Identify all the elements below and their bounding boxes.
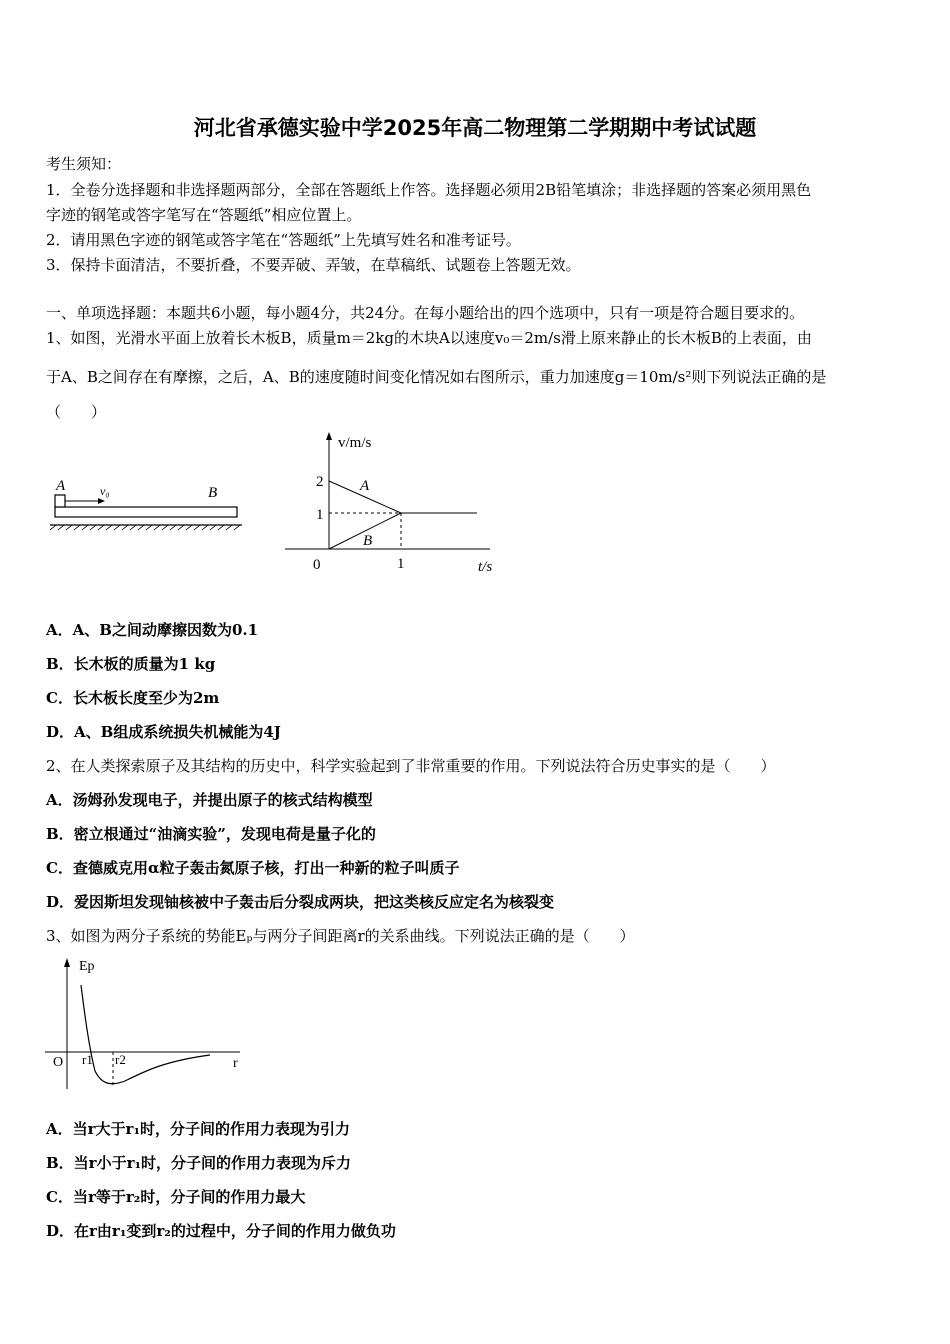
- q2-option-c: C．查德威克用α粒子轰击氮原子核，打出一种新的粒子叫质子: [46, 859, 460, 877]
- q1-fig-label-b: B: [208, 485, 218, 501]
- q1-board-figure: [50, 475, 250, 530]
- section-heading: 一、单项选择题：本题共6小题，每小题4分，共24分。在每小题给出的四个选项中，只有一项是符合题目要求的。: [46, 304, 805, 322]
- q3-graph-xlabel: r: [233, 1056, 238, 1071]
- q3-stem: 3、如图为两分子系统的势能Eₚ与两分子间距离r的关系曲线。下列说法正确的是（ ）: [46, 927, 635, 945]
- q1-option-c: C．长木板长度至少为2m: [46, 689, 220, 707]
- q3-graph-r2: r2: [115, 1052, 126, 1067]
- board-b: [55, 507, 237, 517]
- q3-ep-graph: [45, 955, 250, 1093]
- q1-graph-xlabel: t/s: [478, 559, 493, 575]
- q1-graph-xtick-1: 1: [397, 556, 405, 572]
- q1-stem-line1: 1、如图，光滑水平面上放着长木板B，质量m＝2kg的木块A以速度v₀＝2m/s滑上原来静止的长木板B的上表面，由: [46, 329, 812, 347]
- q1-vt-graph: [285, 430, 515, 580]
- q3-graph-origin: O: [53, 1055, 64, 1070]
- q1-graph-label-b: B: [363, 533, 373, 549]
- q2-stem: 2、在人类探索原子及其结构的历史中，科学实验起到了非常重要的作用。下列说法符合历史事实的是（ ）: [46, 757, 776, 775]
- q3-graph-r1: r1: [82, 1052, 93, 1067]
- q3-option-b: B．当r小于r₁时，分子间的作用力表现为斥力: [46, 1154, 352, 1172]
- notice-item-1-cont: 字迹的钢笔或答字笔写在“答题纸”相应位置上。: [46, 206, 362, 224]
- q2-option-b: B．密立根通过“油滴实验”，发现电荷是量子化的: [46, 825, 376, 843]
- q3-option-a: A．当r大于r₁时，分子间的作用力表现为引力: [46, 1120, 351, 1138]
- q1-fig-label-v0: v₀: [100, 484, 110, 498]
- q3-graph-ylabel: Ep: [79, 959, 95, 974]
- page-title: 河北省承德实验中学2025年高二物理第二学期期中考试试题: [193, 116, 757, 140]
- q1-fig-label-a: A: [56, 478, 66, 494]
- q1-option-a: A．A、B之间动摩擦因数为0.1: [46, 621, 259, 639]
- notice-item-2: 2．请用黑色字迹的钢笔或答字笔在“答题纸”上先填写姓名和准考证号。: [46, 231, 521, 249]
- notice-item-1: 1．全卷分选择题和非选择题两部分，全部在答题纸上作答。选择题必须用2B铅笔填涂；非选择题的答案必须用黑色: [46, 181, 812, 199]
- q1-answer-paren: （ ）: [46, 403, 107, 421]
- notice-heading: 考生须知：: [46, 155, 122, 173]
- notice-item-3: 3．保持卡面清洁，不要折叠，不要弄破、弄皱，在草稿纸、试题卷上答题无效。: [46, 256, 581, 274]
- q1-graph-label-a: A: [360, 478, 370, 494]
- block-a: [55, 495, 65, 507]
- q2-option-d: D．爱因斯坦发现铀核被中子轰击后分裂成两块，把这类核反应定名为核裂变: [46, 893, 555, 911]
- q3-option-c: C．当r等于r₂时，分子间的作用力最大: [46, 1188, 306, 1206]
- q1-graph-xtick-0: 0: [313, 557, 321, 573]
- q1-option-d: D．A、B组成系统损失机械能为4J: [46, 723, 281, 741]
- q1-graph-ylabel: v/m/s: [338, 435, 372, 451]
- q1-option-b: B．长木板的质量为1 kg: [46, 655, 216, 673]
- q1-graph-ytick-1: 1: [316, 507, 324, 523]
- ep-curve: [81, 985, 210, 1084]
- q2-option-a: A．汤姆孙发现电子，并提出原子的核式结构模型: [46, 791, 373, 809]
- q1-graph-ytick-2: 2: [316, 474, 324, 490]
- q3-option-d: D．在r由r₁变到r₂的过程中，分子间的作用力做负功: [46, 1222, 396, 1240]
- q1-stem-line2: 于A、B之间存在有摩擦，之后，A、B的速度随时间变化情况如右图所示，重力加速度g＝10m/s²则下列说法正确的是: [46, 368, 827, 386]
